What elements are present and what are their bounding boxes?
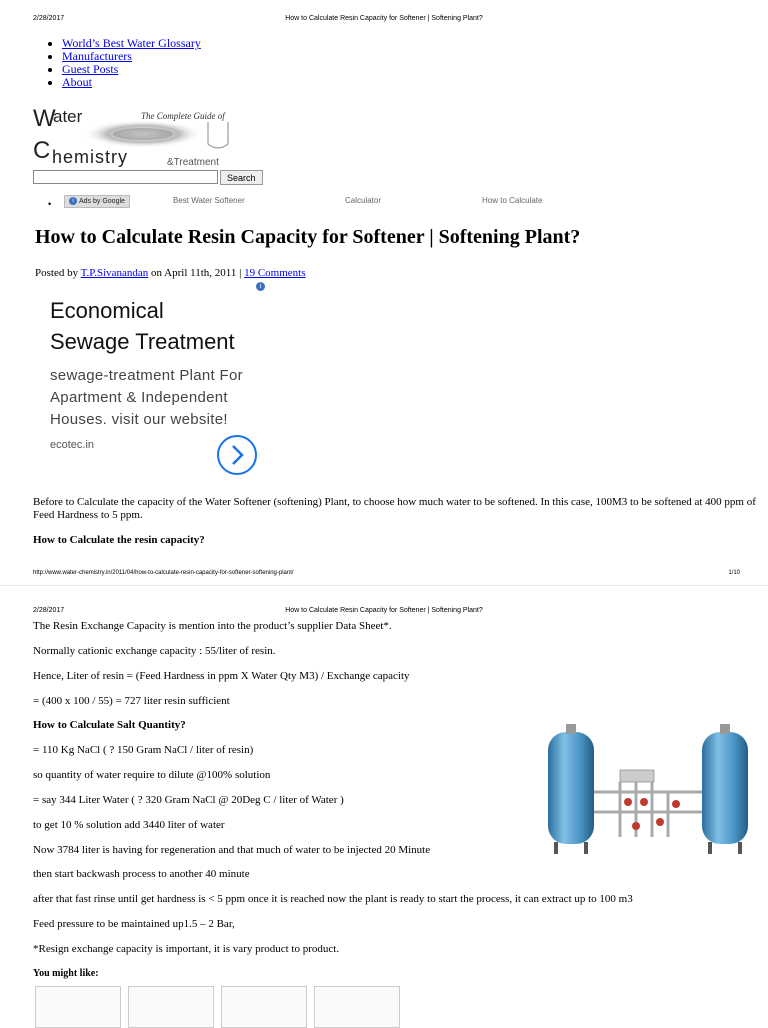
related-thumbnail[interactable]	[128, 986, 214, 1028]
related-thumbnail[interactable]	[35, 986, 121, 1028]
ad-link-best-water-softener[interactable]: Best Water Softener	[173, 196, 245, 205]
ads-by-google-badge[interactable]: i Ads by Google	[64, 195, 130, 208]
ad-link-calculator[interactable]: Calculator	[345, 196, 382, 205]
nav-link-manufacturers[interactable]: Manufacturers	[62, 49, 132, 63]
section-heading-salt: How to Calculate Salt Quantity?	[33, 719, 186, 731]
nav-link-about[interactable]: About	[62, 75, 92, 89]
body-line: = 110 Kg NaCl ( ? 150 Gram NaCl / liter of resin)	[33, 744, 254, 756]
logo-chemistry-text: hemistry	[52, 147, 129, 167]
page-separator	[0, 585, 768, 586]
body-line: so quantity of water require to dilute @100% solution	[33, 769, 271, 781]
logo-tagline: The Complete Guide of	[141, 111, 225, 121]
related-thumbnail[interactable]	[314, 986, 400, 1028]
ad-info-icon[interactable]: i	[256, 282, 265, 291]
print-title-2: How to Calculate Resin Capacity for Softener | Softening Plant?	[285, 607, 483, 614]
logo-c: C	[33, 137, 51, 164]
logo-w: W	[33, 105, 56, 132]
search-form	[33, 170, 263, 188]
body-line: to get 10 % solution add 3440 liter of water	[33, 819, 225, 831]
print-date-2: 2/28/2017	[33, 607, 65, 614]
softener-plant-image	[540, 722, 750, 857]
body-line: *Resign exchange capacity is important, it is vary product to product.	[33, 943, 340, 955]
footer-url: http://www.water-chemistry.in/2011/04/how-to-calculate-resin-capacity-for-softener-softening-plant/	[33, 570, 294, 576]
body-line: Now 3784 liter is having for regeneration and that much of water to be injected 20 Minute	[33, 844, 431, 856]
logo-water-text: ater	[53, 107, 83, 126]
body-line: Hence, Liter of resin = (Feed Hardness in ppm X Water Qty M3) / Exchange capacity	[33, 670, 410, 682]
ad-headline-2: Sewage Treatment	[50, 329, 235, 354]
related-thumbnail[interactable]	[221, 986, 307, 1028]
author-link[interactable]: T.P.Sivanandan	[80, 267, 149, 279]
ad-headline-1: Economical	[50, 298, 164, 323]
footer-page-number: 1/10	[728, 570, 740, 576]
body-line: Normally cationic exchange capacity : 55/liter of resin.	[33, 645, 276, 657]
ad-description: sewage-treatment Plant For Apartment & Independent Houses. visit our website!	[50, 367, 243, 428]
body-line: after that fast rinse until get hardness is < 5 ppm once it is reached now the plant is ready to start the process, it can extract up to 100 m3	[33, 893, 633, 905]
top-nav	[44, 37, 201, 89]
nav-link-glossary[interactable]: World’s Best Water Glossary	[62, 36, 201, 50]
post-meta: Posted by T.P.Sivanandan on April 11th, 2011 | 19 Comments	[35, 267, 306, 279]
sponsored-ad[interactable]	[50, 295, 243, 451]
article-title: How to Calculate Resin Capacity for Softener | Softening Plant?	[35, 226, 581, 248]
body-line: = say 344 Liter Water ( ? 320 Gram NaCl @ 20Deg C / liter of Water )	[33, 794, 344, 806]
ad-link-how-to-calculate[interactable]: How to Calculate	[482, 196, 543, 205]
site-logo[interactable]	[33, 104, 245, 172]
print-title: How to Calculate Resin Capacity for Softener | Softening Plant?	[285, 15, 483, 22]
body-line: = (400 x 100 / 55) = 727 liter resin sufficient	[33, 695, 230, 707]
body-line: Feed pressure to be maintained up1.5 – 2 Bar,	[33, 918, 235, 930]
logo-treatment: &Treatment	[167, 157, 219, 168]
search-input[interactable]	[33, 170, 218, 184]
adchoices-icon: i	[69, 197, 77, 205]
comments-link[interactable]: 19 Comments	[244, 267, 306, 279]
you-might-like-heading: You might like:	[33, 968, 99, 979]
search-button[interactable]: Search	[220, 170, 263, 185]
nav-item-about	[62, 76, 201, 89]
print-date: 2/28/2017	[33, 15, 65, 22]
body-line: The Resin Exchange Capacity is mention into the product’s supplier Data Sheet*.	[33, 620, 392, 632]
section-heading-resin: How to Calculate the resin capacity?	[33, 534, 205, 546]
ads-bullet: •	[48, 199, 52, 209]
ad-site: ecotec.in	[50, 439, 95, 451]
ad-chevron-right-icon[interactable]	[217, 435, 257, 475]
nav-link-guest-posts[interactable]: Guest Posts	[62, 62, 119, 76]
body-line: then start backwash process to another 40 minute	[33, 868, 250, 880]
intro-paragraph: Before to Calculate the capacity of the Water Softener (softening) Plant, to choose how much water to be softened. In this case, 100M3 to be softened at 400 ppm of Feed Hardness to 5 ppm.	[33, 496, 756, 521]
